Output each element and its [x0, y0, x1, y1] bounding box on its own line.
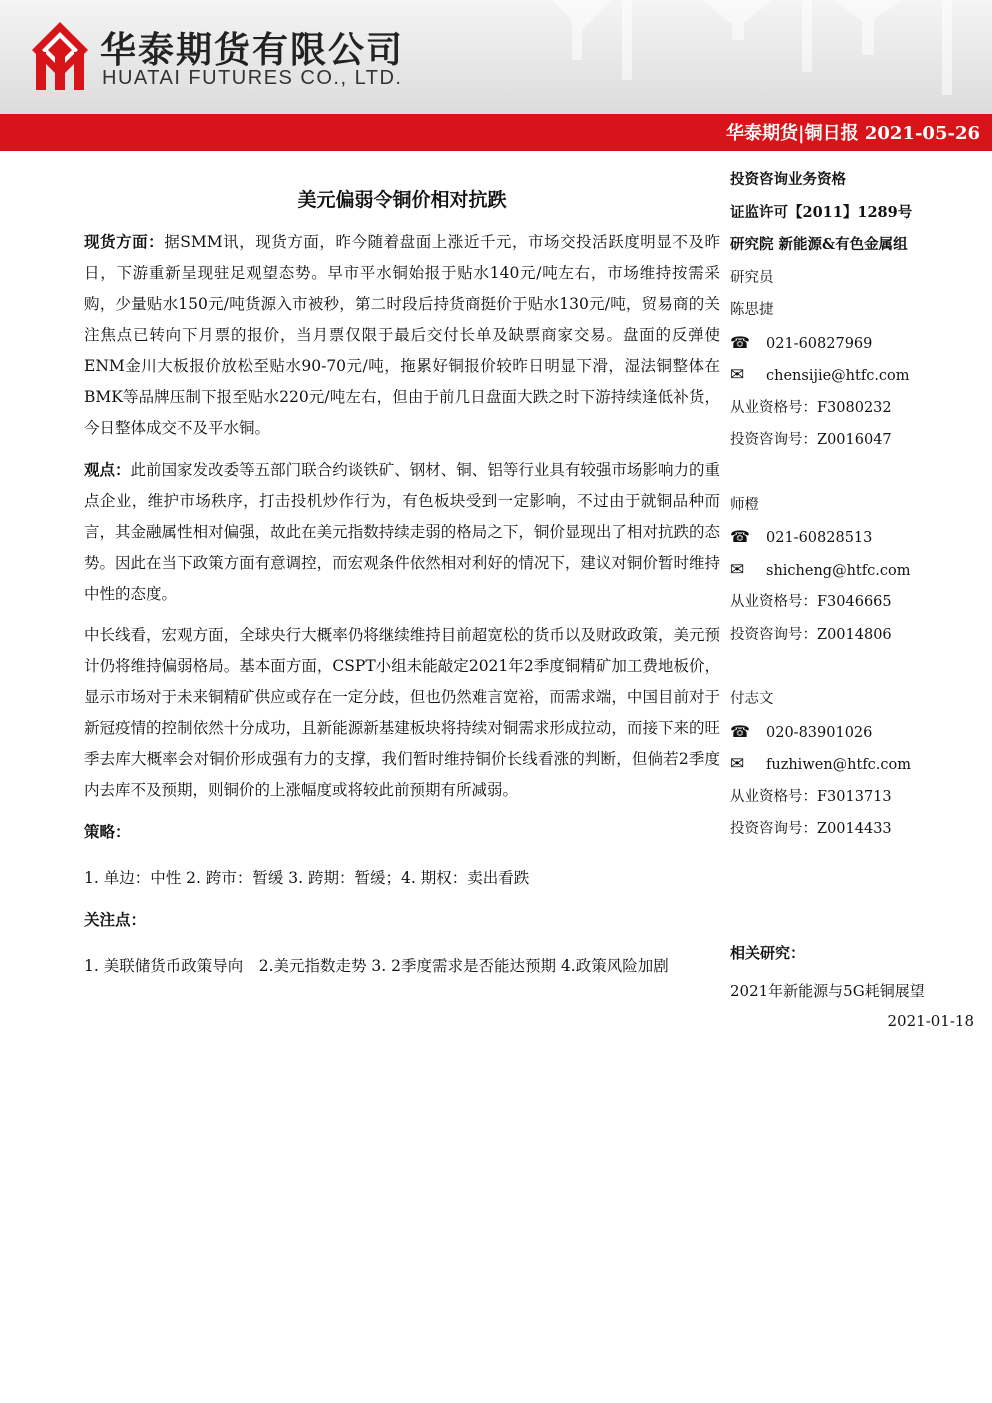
- strategy-text: 1. 单边：中性 2. 跨市：暂缓 3. 跨期：暂缓；4. 期权：卖出看跌: [84, 869, 530, 887]
- related-research-date: 2021-01-18: [887, 1012, 974, 1030]
- header-decoration: [472, 0, 992, 114]
- analyst-cert: 从业资格号：F3080232: [730, 399, 892, 416]
- spot-paragraph: [84, 226, 720, 444]
- focus-text: 1. 美联储货币政策导向 2.美元指数走势 3. 2季度需求是否能达预期 4.政策风险加剧: [84, 957, 669, 975]
- phone-icon: ☎: [730, 721, 750, 741]
- analyst-phone: 021-60828513: [766, 530, 873, 546]
- spot-label: 现货方面：: [84, 232, 165, 251]
- related-research-link[interactable]: 2021年新能源与5G耗铜展望: [730, 982, 925, 1000]
- author-sidebar: [730, 164, 980, 846]
- company-name-cn: 华泰期货有限公司: [100, 30, 405, 71]
- analyst-advisory: 投资咨询号：Z0014806: [730, 626, 892, 643]
- analyst-advisory: 投资咨询号：Z0016047: [730, 432, 892, 448]
- analyst-name: 付志文: [730, 691, 774, 707]
- article-title: 美元偏弱令铜价相对抗跌: [297, 189, 507, 211]
- qualification: 投资咨询业务资格: [730, 171, 846, 188]
- phone-icon: ☎: [730, 527, 750, 546]
- phone-icon: ☎: [730, 332, 750, 352]
- view-label: 观点：: [84, 460, 131, 479]
- company-logo: [32, 22, 88, 90]
- role-label: 研究员: [730, 269, 774, 286]
- view-paragraph: [84, 454, 720, 610]
- analyst-cert: 从业资格号：F3046665: [730, 594, 892, 610]
- envelope-icon: ✉: [730, 365, 745, 385]
- analyst-cert: 从业资格号：F3013713: [730, 788, 892, 805]
- analyst-email-row: [730, 748, 980, 781]
- analyst-phone: 021-60827969: [766, 335, 873, 352]
- analyst-phone-row: [730, 716, 980, 749]
- analyst-phone-row: [730, 327, 980, 360]
- strategy-label: 策略：: [84, 822, 131, 841]
- analyst-name: 陈思捷: [730, 302, 774, 318]
- institute: 研究院 新能源&有色金属组: [730, 236, 908, 253]
- report-title-bar: [0, 114, 992, 151]
- analyst-email-row: [730, 554, 980, 587]
- page-header: [0, 0, 992, 114]
- envelope-icon: ✉: [730, 754, 745, 774]
- analyst-name: 师橙: [730, 496, 759, 513]
- article-body: [84, 165, 720, 992]
- analyst-email[interactable]: fuzhiwen@htfc.com: [766, 757, 912, 773]
- envelope-icon: ✉: [730, 559, 745, 580]
- related-research-title: 相关研究：: [730, 944, 806, 962]
- analyst-email-row: [730, 359, 980, 392]
- analyst-email[interactable]: chensijie@htfc.com: [766, 368, 910, 384]
- spot-text: 据SMM讯，现货方面，昨今随着盘面上涨近千元，市场交投活跃度明显不及昨日，下游重新呈现驻足观望态势。早市平水铜始报于贴水140元/吨左右，市场维持按需采购，少量贴水150元/吨货源入市被秒，第二时段后持货商挺价于贴水130元/吨，贸易商的关注焦点已转向下月票的报价，当月票仅限于最后交付长单及缺票商家交易。盘面的反弹使ENM金川大板报价放松至贴水90-70元/吨，拖累好铜报价较昨日明显下滑，湿法铜整体在BMK等品牌压制下报至贴水220元/吨左右，但由于前几日盘面大跌之时下游持续逢低补货，今日整体成交不及平水铜。: [84, 233, 720, 437]
- view-text: 此前国家发改委等五部门联合约谈铁矿、钢材、铜、铝等行业具有较强市场影响力的重点企业，维护市场秩序，打击投机炒作行为，有色板块受到一定影响，不过由于就铜品种而言，其金融属性相对偏强，故此在美元指数持续走弱的格局之下，铜价显现出了相对抗跌的态势。因此在当下政策方面有意调控，而宏观条件依然相对利好的情况下，建议对铜价暂时维持中性的态度。: [84, 461, 720, 603]
- analyst-advisory: 投资咨询号：Z0014433: [730, 821, 892, 837]
- analyst-phone: 020-83901026: [766, 724, 873, 741]
- company-name-en: HUATAI FUTURES CO., LTD.: [102, 67, 403, 89]
- report-title: 华泰期货|铜日报 2021-05-26: [726, 123, 980, 144]
- long-term-paragraph: 中长线看，宏观方面，全球央行大概率仍将继续维持目前超宽松的货币以及财政政策，美元预计仍将维持偏弱格局。基本面方面，CSPT小组未能敲定2021年2季度铜精矿加工费地板价，显示市场对于未来铜精矿供应或存在一定分歧，但也仍然难言宽裕，而需求端，中国目前对于新冠疫情的控制依然十分成功，且新能源新基建板块将持续对铜需求形成拉动，而接下来的旺季去库大概率会对铜价形成强有力的支撑，我们暂时维持铜价长线看涨的判断，但倘若2季度内去库不及预期，则铜价的上涨幅度或将较此前预期有所减弱。: [84, 626, 720, 799]
- license: 证监许可【2011】1289号: [730, 203, 913, 221]
- analyst-email[interactable]: shicheng@htfc.com: [766, 562, 911, 579]
- focus-label: 关注点：: [84, 910, 147, 929]
- analyst-phone-row: [730, 521, 980, 554]
